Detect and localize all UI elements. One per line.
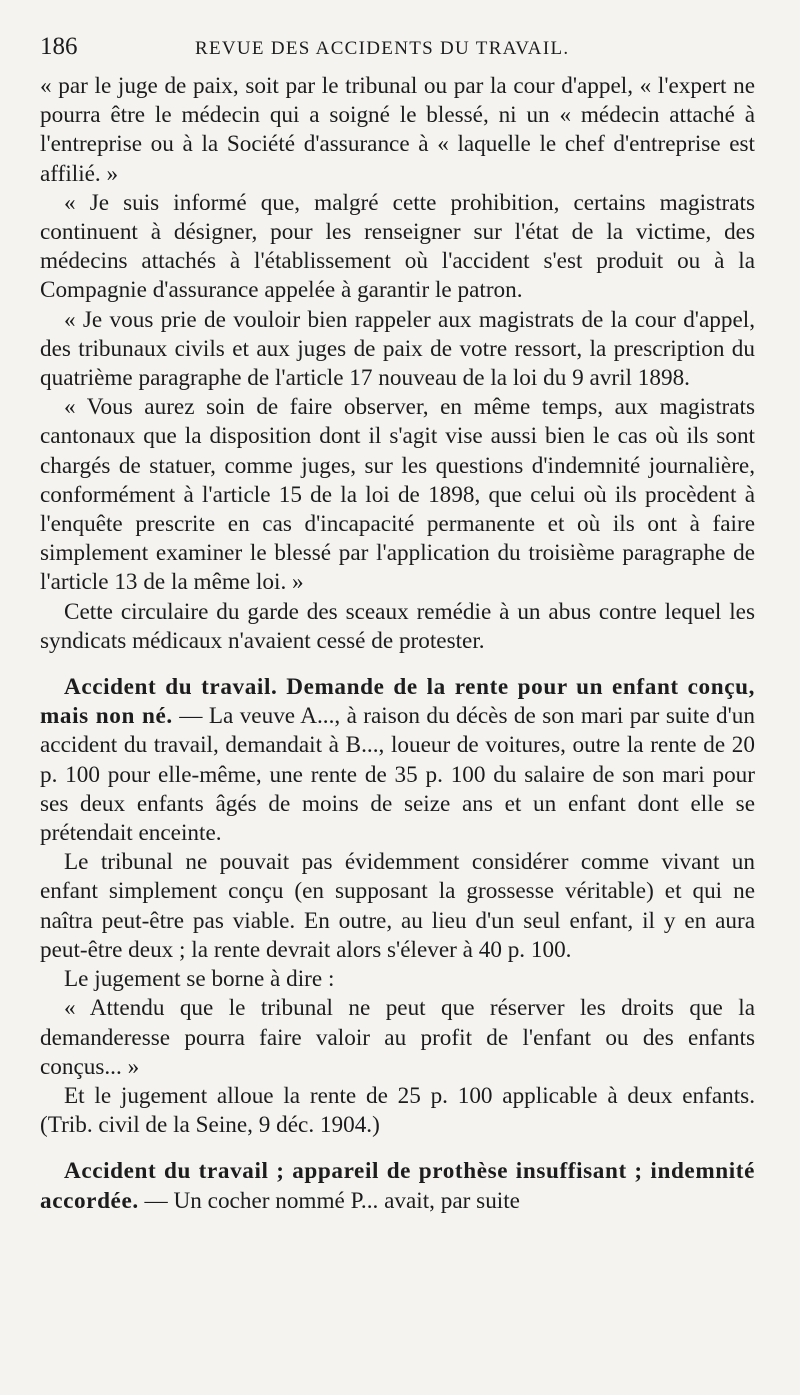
page-header: [40, 30, 755, 64]
paragraph-rente: Et le jugement alloue la rente de 25 p. 100 applicable à deux enfants. (Trib. civil de la Seine, 9 déc. 1904.): [40, 1082, 755, 1139]
section-lead-text: — Un cocher nommé P... avait, par suite: [138, 1187, 520, 1214]
running-title: REVUE DES ACCIDENTS DU TRAVAIL.: [195, 38, 570, 59]
section-heading: Accident du travail ; appareil de prothèse insuffisant ; indemnité accordée.: [40, 1158, 755, 1214]
section-heading: Accident du travail. Demande de la rente pour un enfant conçu, mais non né.: [40, 674, 755, 730]
paragraph-tribunal: Le tribunal ne pouvait pas évidemment considérer comme vivant un enfant simplement conçu (en supposant la grossesse véritable) et qui ne naîtra peut-être pas viable. En outre, au lieu d'un seul enfant, il y en aura peut-être deux ; la rente devrait alors s'élever à 40 p. 100.: [40, 849, 755, 963]
paragraph-quote-2: « Je suis informé que, malgré cette prohibition, certains magistrats continuent à désigner, pour les renseigner sur l'état de la victime, des médecins attachés à l'établissement où l'accident s'est produit ou à la Compagnie d'assurance appelée à garantir le patron.: [40, 189, 755, 304]
paragraph-quote-4: « Vous aurez soin de faire observer, en même temps, aux magistrats cantonaux que la disposition dont il s'agit vise aussi bien le cas où ils sont chargés de statuer, comme juges, sur les questions d'indemnité journalière, conformément à l'article 15 de la loi de 1898, que celui où ils procèdent à l'enquête prescrite en cas d'incapacité permanente et où ils ont à faire simplement examiner le blessé par l'application du troisième paragraphe de l'article 13 de la même loi. »: [40, 394, 755, 596]
section-enfant-concu: [40, 673, 755, 848]
paragraph-commentary: Cette circulaire du garde des sceaux remédie à un abus contre lequel les syndicats médicaux n'avaient cessé de protester.: [40, 598, 755, 654]
paragraph-quote-1: « par le juge de paix, soit par le tribunal ou par la cour d'appel, « l'expert ne pourra être le médecin qui a soigné le blessé, ni un « médecin attaché à l'entreprise ou à la Société d'assurance à « laquelle le chef d'entreprise est affilié. »: [40, 73, 755, 187]
paragraph-quote-3: « Je vous prie de vouloir bien rappeler aux magistrats de la cour d'appel, des tribunaux civils et aux juges de paix de votre ressort, la prescription du quatrième paragraphe de l'article 17 nouveau de la loi du 9 avril 1898.: [40, 306, 755, 392]
paragraph-jugement: Le jugement se borne à dire :: [64, 966, 335, 993]
paragraph-attendu: « Attendu que le tribunal ne peut que réserver les droits que la demanderesse pourra faire valoir au profit de l'enfant ou des enfants conçus... »: [40, 995, 755, 1080]
section-prothese: [40, 1157, 755, 1215]
page-number: 186: [40, 33, 78, 60]
section-lead-text: — La veuve A..., à raison du décès de son mari par suite d'un accident du travail, demandait à B..., loueur de voitures, outre la rente de 20 p. 100 pour elle-même, une rente de 35 p. 100 du salaire de son mari pour ses deux enfants âgés de moins de seize ans et un enfant dont elle se prétendait enceinte.: [40, 703, 755, 847]
body-text: [40, 72, 755, 1216]
